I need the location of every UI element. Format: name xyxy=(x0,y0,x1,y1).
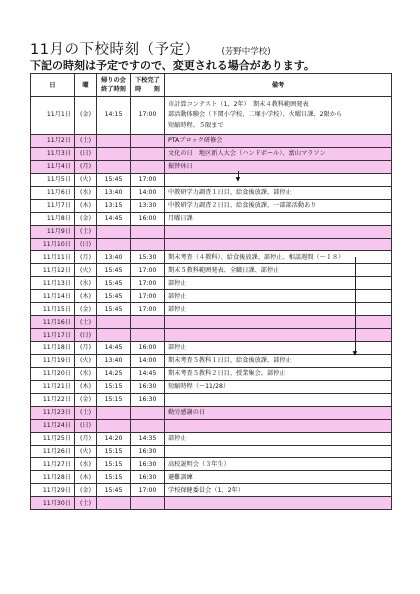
dismiss-time-cell: 17:00 xyxy=(131,264,165,277)
day-cell: (日) xyxy=(75,419,97,432)
dismiss-time-cell xyxy=(131,329,165,342)
note-cell xyxy=(165,225,392,238)
dismiss-time-cell: 13:30 xyxy=(131,199,165,212)
table-header-row xyxy=(31,74,392,97)
table-row xyxy=(31,380,392,393)
table-body xyxy=(31,97,392,510)
end-time-cell: 15:45 xyxy=(97,303,131,316)
header-dismiss-line2: 時 刻 xyxy=(135,86,160,93)
end-time-cell xyxy=(97,329,131,342)
end-time-cell: 14:45 xyxy=(97,212,131,225)
note-cell: 部停止 xyxy=(165,342,392,355)
header-dismiss-time xyxy=(131,74,165,97)
end-time-cell: 15:15 xyxy=(97,380,131,393)
header-end-time-line2: 終了時刻 xyxy=(101,86,126,93)
end-time-cell xyxy=(97,147,131,160)
note-cell xyxy=(165,316,392,329)
note-cell: 避難訓練 xyxy=(165,471,392,484)
note-cell: 期末考査（４教科）、給食後放課、部停止、相談週間（～１８） xyxy=(165,251,392,264)
dismiss-time-cell: 15:30 xyxy=(131,251,165,264)
day-cell: (月) xyxy=(75,251,97,264)
date-cell: 11月2日 xyxy=(31,135,75,148)
day-cell: (月) xyxy=(75,160,97,173)
end-time-cell xyxy=(97,419,131,432)
date-cell: 11月4日 xyxy=(31,160,75,173)
dismiss-time-cell: 17:00 xyxy=(131,173,165,186)
arrow-down-icon: ▼ xyxy=(352,350,358,357)
arrow-line-2 xyxy=(355,257,356,353)
dismiss-time-cell xyxy=(131,419,165,432)
day-cell: (金) xyxy=(75,97,97,135)
dismiss-time-cell: 16:30 xyxy=(131,471,165,484)
note-cell: 学校保健委員会（1、2年） xyxy=(165,484,392,497)
end-time-cell: 15:15 xyxy=(97,471,131,484)
note-cell: 部停止 xyxy=(165,277,392,290)
day-cell: (木) xyxy=(75,380,97,393)
end-time-cell: 13:15 xyxy=(97,199,131,212)
note-cell: 月曜日課 xyxy=(165,212,392,225)
day-cell: (水) xyxy=(75,186,97,199)
end-time-cell xyxy=(97,316,131,329)
note-cell xyxy=(165,445,392,458)
note-cell: 短縮時程（～11/28） xyxy=(165,380,392,393)
note-cell: 期末考査５教科２日目、授業集会、部停止 xyxy=(165,367,392,380)
dismiss-time-cell xyxy=(131,160,165,173)
table-row xyxy=(31,147,392,160)
end-time-cell: 15:45 xyxy=(97,264,131,277)
note-cell xyxy=(165,393,392,406)
dismiss-time-cell: 14:45 xyxy=(131,367,165,380)
dismiss-time-cell: 17:00 xyxy=(131,484,165,497)
dismiss-time-cell: 17:00 xyxy=(131,97,165,135)
date-cell: 11月8日 xyxy=(31,212,75,225)
table-row xyxy=(31,354,392,367)
title-row xyxy=(30,38,271,59)
table-row xyxy=(31,329,392,342)
date-cell: 11月5日 xyxy=(31,173,75,186)
date-cell: 11月15日 xyxy=(31,303,75,316)
day-cell: (火) xyxy=(75,264,97,277)
note-cell: 高校説明会（３年生） xyxy=(165,458,392,471)
note-cell: PTAブロック研修会 xyxy=(165,135,392,148)
note-cell: 部停止 xyxy=(165,290,392,303)
note-cell: 勤労感謝の日 xyxy=(165,406,392,419)
note-cell: 文化の日 地区新人大会（ハンドボール）、富山マラソン xyxy=(165,147,392,160)
table-row xyxy=(31,290,392,303)
end-time-cell xyxy=(97,497,131,510)
schedule-table xyxy=(30,73,392,510)
table-row xyxy=(31,199,392,212)
header-notes: 備考 xyxy=(165,74,392,97)
date-cell: 11月18日 xyxy=(31,342,75,355)
end-time-cell: 14:15 xyxy=(97,97,131,135)
day-cell: (火) xyxy=(75,173,97,186)
end-time-cell: 15:45 xyxy=(97,484,131,497)
date-cell: 11月1日 xyxy=(31,97,75,135)
note-cell xyxy=(165,419,392,432)
end-time-cell: 15:15 xyxy=(97,458,131,471)
end-time-cell xyxy=(97,225,131,238)
day-cell: (土) xyxy=(75,225,97,238)
header-date: 日 xyxy=(31,74,75,97)
end-time-cell: 15:15 xyxy=(97,393,131,406)
day-cell: (木) xyxy=(75,199,97,212)
table-row xyxy=(31,497,392,510)
date-cell: 11月9日 xyxy=(31,225,75,238)
end-time-cell: 13:40 xyxy=(97,186,131,199)
dismiss-time-cell: 16:00 xyxy=(131,342,165,355)
note-cell: 期末考査５教科１日目、給食後放課、部停止 xyxy=(165,354,392,367)
table-row xyxy=(31,303,392,316)
day-cell: (土) xyxy=(75,497,97,510)
dismiss-time-cell: 17:00 xyxy=(131,277,165,290)
day-cell: (火) xyxy=(75,445,97,458)
date-cell: 11月6日 xyxy=(31,186,75,199)
date-cell: 11月30日 xyxy=(31,497,75,510)
end-time-cell: 15:45 xyxy=(97,173,131,186)
note-cell: 市計算コンテスト（1、2年） 期末４教科範囲発表 部活動体験会（下関小学校、二塚小学校）、火曜日課、2限から 短縮時程、５限まで xyxy=(165,97,392,135)
notice-text: 下記の時刻は予定ですので、変更される場合があります。 xyxy=(30,59,315,72)
date-cell: 11月21日 xyxy=(31,380,75,393)
date-cell: 11月13日 xyxy=(31,277,75,290)
date-cell: 11月14日 xyxy=(31,290,75,303)
date-cell: 11月10日 xyxy=(31,238,75,251)
day-cell: (土) xyxy=(75,135,97,148)
header-dismiss-line1: 下校完了 xyxy=(135,77,160,84)
dismiss-time-cell: 16:30 xyxy=(131,458,165,471)
end-time-cell: 14:20 xyxy=(97,432,131,445)
dismiss-time-cell xyxy=(131,406,165,419)
table-row xyxy=(31,316,392,329)
table-row xyxy=(31,186,392,199)
table-row xyxy=(31,419,392,432)
date-cell: 11月3日 xyxy=(31,147,75,160)
dismiss-time-cell: 17:00 xyxy=(131,290,165,303)
day-cell: (日) xyxy=(75,329,97,342)
day-cell: (月) xyxy=(75,432,97,445)
date-cell: 11月25日 xyxy=(31,432,75,445)
dismiss-time-cell: 16:30 xyxy=(131,380,165,393)
dismiss-time-cell: 16:30 xyxy=(131,445,165,458)
dismiss-time-cell: 14:00 xyxy=(131,186,165,199)
date-cell: 11月22日 xyxy=(31,393,75,406)
date-cell: 11月26日 xyxy=(31,445,75,458)
table-row xyxy=(31,277,392,290)
day-cell: (金) xyxy=(75,303,97,316)
date-cell: 11月23日 xyxy=(31,406,75,419)
end-time-cell xyxy=(97,160,131,173)
header-end-time xyxy=(97,74,131,97)
table-row xyxy=(31,264,392,277)
day-cell: (月) xyxy=(75,342,97,355)
dismiss-time-cell xyxy=(131,135,165,148)
note-cell: 部停止 xyxy=(165,432,392,445)
school-name: (芳野中学校) xyxy=(221,47,271,57)
day-cell: (金) xyxy=(75,212,97,225)
table-row xyxy=(31,445,392,458)
day-cell: (水) xyxy=(75,277,97,290)
table-row xyxy=(31,342,392,355)
note-cell xyxy=(165,173,392,186)
date-cell: 11月28日 xyxy=(31,471,75,484)
note-cell: 中教研学力調査１日目、給食後放課、部停止 xyxy=(165,186,392,199)
table-row xyxy=(31,458,392,471)
arrow-down-icon: ▼ xyxy=(235,176,241,183)
table-row xyxy=(31,406,392,419)
table-row xyxy=(31,97,392,135)
end-time-cell xyxy=(97,238,131,251)
end-time-cell: 13:40 xyxy=(97,251,131,264)
date-cell: 11月24日 xyxy=(31,419,75,432)
end-time-cell xyxy=(97,135,131,148)
end-time-cell: 15:45 xyxy=(97,290,131,303)
date-cell: 11月27日 xyxy=(31,458,75,471)
table-row xyxy=(31,225,392,238)
end-time-cell: 14:25 xyxy=(97,367,131,380)
note-cell: 中教研学力調査２日目、給食後放課、一部部活動あり xyxy=(165,199,392,212)
date-cell: 11月20日 xyxy=(31,367,75,380)
day-cell: (土) xyxy=(75,316,97,329)
day-cell: (水) xyxy=(75,458,97,471)
table-row xyxy=(31,484,392,497)
date-cell: 11月17日 xyxy=(31,329,75,342)
date-cell: 11月7日 xyxy=(31,199,75,212)
note-cell xyxy=(165,238,392,251)
day-cell: (金) xyxy=(75,393,97,406)
table-row xyxy=(31,160,392,173)
dismiss-time-cell xyxy=(131,225,165,238)
dismiss-time-cell xyxy=(131,147,165,160)
table-row xyxy=(31,471,392,484)
note-cell xyxy=(165,329,392,342)
end-time-cell: 13:40 xyxy=(97,354,131,367)
note-cell xyxy=(165,497,392,510)
end-time-cell: 14:45 xyxy=(97,342,131,355)
table-row xyxy=(31,393,392,406)
end-time-cell: 15:45 xyxy=(97,277,131,290)
table-row xyxy=(31,212,392,225)
day-cell: (日) xyxy=(75,147,97,160)
note-cell: 部停止 xyxy=(165,303,392,316)
header-day: 曜 xyxy=(75,74,97,97)
end-time-cell xyxy=(97,406,131,419)
date-cell: 11月29日 xyxy=(31,484,75,497)
date-cell: 11月12日 xyxy=(31,264,75,277)
day-cell: (水) xyxy=(75,367,97,380)
table-row xyxy=(31,135,392,148)
day-cell: (木) xyxy=(75,290,97,303)
dismiss-time-cell xyxy=(131,316,165,329)
day-cell: (火) xyxy=(75,354,97,367)
page-title: 11月の下校時刻（予定） xyxy=(30,42,200,58)
dismiss-time-cell xyxy=(131,497,165,510)
day-cell: (日) xyxy=(75,238,97,251)
note-cell: 振替休日 xyxy=(165,160,392,173)
dismiss-time-cell xyxy=(131,238,165,251)
note-cell: 期末５教科範囲発表、全職日課、部停止 xyxy=(165,264,392,277)
date-cell: 11月16日 xyxy=(31,316,75,329)
table-row xyxy=(31,238,392,251)
day-cell: (金) xyxy=(75,484,97,497)
header-end-time-line1: 帰りの会 xyxy=(101,77,126,84)
dismiss-time-cell: 17:00 xyxy=(131,303,165,316)
date-cell: 11月11日 xyxy=(31,251,75,264)
end-time-cell: 15:15 xyxy=(97,445,131,458)
date-cell: 11月19日 xyxy=(31,354,75,367)
table-row xyxy=(31,432,392,445)
dismiss-time-cell: 14:00 xyxy=(131,354,165,367)
table-row xyxy=(31,173,392,186)
dismiss-time-cell: 14:35 xyxy=(131,432,165,445)
table-row xyxy=(31,251,392,264)
table-row xyxy=(31,367,392,380)
dismiss-time-cell: 16:00 xyxy=(131,212,165,225)
day-cell: (土) xyxy=(75,406,97,419)
dismiss-time-cell: 16:30 xyxy=(131,393,165,406)
day-cell: (木) xyxy=(75,471,97,484)
